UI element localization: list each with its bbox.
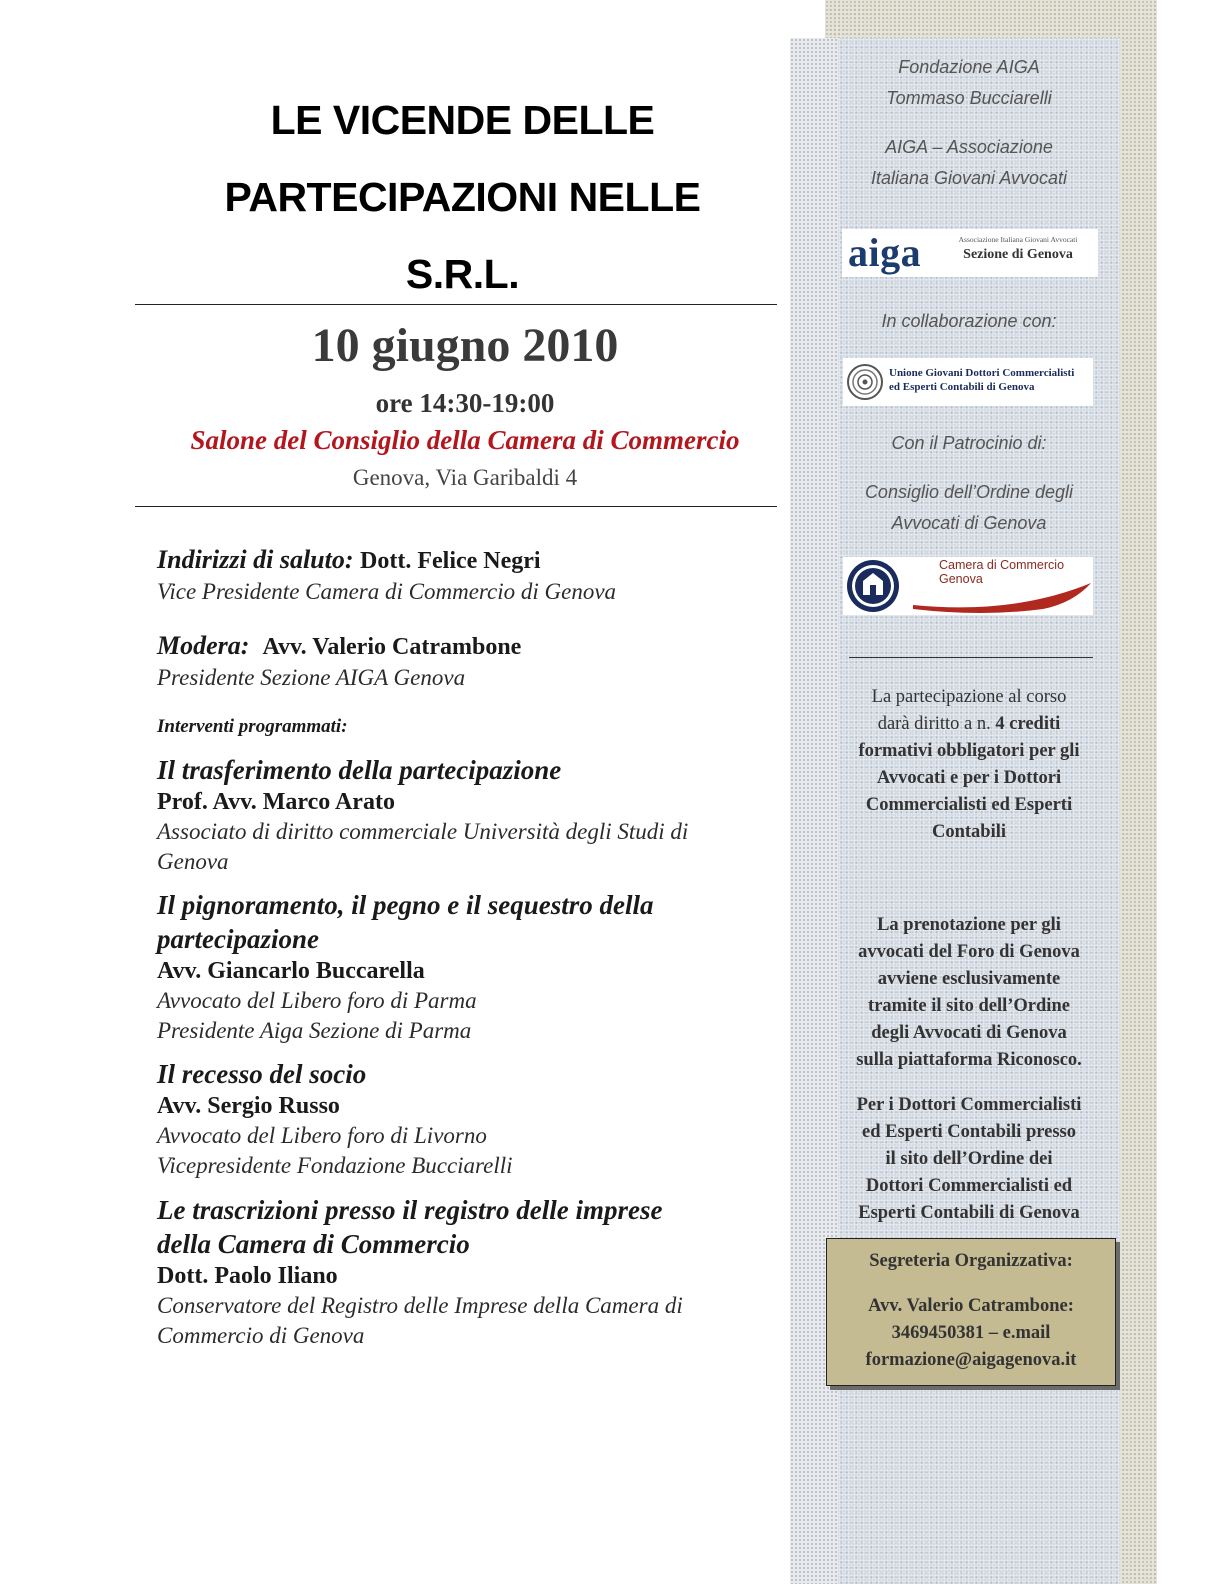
- booking-line: degli Avvocati di Genova: [871, 1023, 1067, 1043]
- talk-role-line: Conservatore del Registro delle Imprese della Camera di: [157, 1293, 683, 1318]
- foundation-line: Tommaso Bucciarelli: [886, 88, 1052, 108]
- greetings-section: [157, 544, 787, 607]
- event-time: ore 14:30-19:00: [375, 388, 555, 418]
- event-venue: Salone del Consiglio della Camera di Commercio: [190, 425, 740, 455]
- talk-2: [157, 888, 787, 1046]
- accountants-line: Per i Dottori Commercialisti: [856, 1095, 1082, 1115]
- secretariat-heading: Segreteria Organizzativa:: [869, 1251, 1073, 1271]
- chamber-of-commerce-logo: [843, 557, 1093, 615]
- title-line-2: PARTECIPAZIONI NELLE: [224, 174, 701, 220]
- talk-title: della Camera di Commercio: [157, 1229, 470, 1259]
- credits-line: La partecipazione al corso: [871, 687, 1067, 707]
- booking-line: tramite il sito dell’Ordine: [868, 996, 1070, 1016]
- sidebar-association: [838, 132, 1100, 194]
- accountants-line: ed Esperti Contabili presso: [862, 1122, 1076, 1142]
- booking-line: avvocati del Foro di Genova: [858, 942, 1080, 962]
- talk-title: Il pignoramento, il pegno e il sequestro della: [157, 890, 654, 920]
- bottom-divider: [135, 506, 777, 507]
- foundation-line: Fondazione AIGA: [898, 57, 1040, 77]
- moderator-label: Modera:: [157, 631, 250, 660]
- accountants-line: Esperti Contabili di Genova: [858, 1203, 1080, 1223]
- ugdc-logo: [843, 358, 1093, 406]
- sidebar-divider: [849, 657, 1093, 658]
- talk-speaker: Avv. Sergio Russo: [157, 1093, 340, 1119]
- patronage-label: Con il Patrocinio di:: [891, 433, 1047, 453]
- booking-line: avviene esclusivamente: [877, 969, 1061, 989]
- talk-speaker: Prof. Avv. Marco Arato: [157, 789, 395, 815]
- secretariat-line: 3469450381 – e.mail: [891, 1323, 1051, 1343]
- ugdc-logo-line: Unione Giovani Dottori Commercialisti: [889, 367, 1075, 379]
- event-date: 10 giugno 2010: [311, 319, 619, 372]
- credits-line: darà diritto a n. 4 crediti: [877, 714, 1061, 734]
- greetings-person: Dott. Felice Negri: [360, 548, 541, 574]
- booking-line: La prenotazione per gli: [877, 915, 1061, 935]
- accountants-line: il sito dell’Ordine dei: [885, 1149, 1053, 1169]
- talk-title: Il trasferimento della partecipazione: [157, 755, 562, 785]
- program-heading: Interventi programmati:: [157, 716, 348, 737]
- talk-title: Le trascrizioni presso il registro delle imprese: [157, 1195, 663, 1225]
- talk-speaker: Avv. Giancarlo Buccarella: [157, 958, 425, 984]
- talk-role-line: Vicepresidente Fondazione Bucciarelli: [157, 1153, 513, 1178]
- talk-title: Il recesso del socio: [157, 1059, 367, 1089]
- accountants-line: Dottori Commercialisti ed: [865, 1176, 1073, 1196]
- patron-line: Avvocati di Genova: [891, 513, 1047, 533]
- talk-speaker: Dott. Paolo Iliano: [157, 1263, 338, 1289]
- credits-line: Avvocati e per i Dottori: [876, 768, 1062, 788]
- talk-title: partecipazione: [157, 924, 319, 954]
- booking-info: [838, 912, 1100, 1074]
- patron-name: [838, 477, 1100, 539]
- patron-line: Consiglio dell’Ordine degli: [864, 482, 1074, 502]
- moderator-role: Presidente Sezione AIGA Genova: [157, 665, 466, 690]
- aiga-logo: [842, 229, 1098, 277]
- moderator-section: [157, 630, 787, 693]
- ugdc-emblem-icon: [843, 358, 887, 406]
- booking-line: sulla piattaforma Riconosco.: [856, 1050, 1082, 1070]
- greetings-label: Indirizzi di saluto:: [157, 545, 354, 574]
- credits-info: [838, 684, 1100, 846]
- chamber-logo-text: [939, 558, 1064, 586]
- accountants-booking-info: [838, 1092, 1100, 1227]
- secretariat-box: [826, 1238, 1116, 1386]
- talk-4: [157, 1193, 787, 1351]
- ugdc-logo-line: ed Esperti Contabili di Genova: [889, 381, 1035, 393]
- greetings-role: Vice Presidente Camera di Commercio di Genova: [157, 579, 617, 604]
- collaboration-label: In collaborazione con:: [881, 311, 1057, 331]
- association-line: Italiana Giovani Avvocati: [870, 168, 1068, 188]
- talk-role-line: Commercio di Genova: [157, 1323, 365, 1348]
- sidebar-foundation: [838, 52, 1100, 114]
- chamber-logo-line: Genova: [939, 572, 983, 586]
- talk-role-line: Genova: [157, 849, 229, 874]
- ugdc-logo-text: [889, 366, 1074, 394]
- top-divider: [135, 304, 777, 305]
- chamber-logo-line: Camera di Commercio: [939, 558, 1065, 572]
- event-address: Genova, Via Garibaldi 4: [352, 465, 578, 490]
- talk-1: [157, 753, 787, 877]
- aiga-logo-subtitle: Associazione Italiana Giovani Avvocati: [958, 235, 1078, 244]
- aiga-logo-word: aiga: [848, 230, 922, 275]
- talk-role-line: Avvocato del Libero foro di Parma: [157, 988, 477, 1013]
- talk-role-line: Avvocato del Libero foro di Livorno: [157, 1123, 487, 1148]
- page-title: [135, 82, 790, 313]
- credits-line: Contabili: [931, 822, 1007, 842]
- talk-3: [157, 1057, 787, 1181]
- secretariat-contacts: [827, 1293, 1115, 1374]
- talk-role-line: Presidente Aiga Sezione di Parma: [157, 1018, 472, 1043]
- secretariat-line: Avv. Valerio Catrambone:: [868, 1296, 1074, 1316]
- title-line-1: LE VICENDE DELLE: [270, 97, 655, 143]
- association-line: AIGA – Associazione: [885, 137, 1053, 157]
- moderator-person: Avv. Valerio Catrambone: [262, 634, 522, 660]
- secretariat-email: formazione@aigagenova.it: [865, 1350, 1077, 1370]
- credits-line: formativi obbligatori per gli: [858, 741, 1080, 761]
- credits-line: Commercialisti ed Esperti: [865, 795, 1073, 815]
- aiga-logo-section: Sezione di Genova: [963, 247, 1073, 262]
- talk-role-line: Associato di diritto commerciale Università degli Studi di: [157, 819, 689, 844]
- title-line-3: S.R.L.: [405, 251, 520, 297]
